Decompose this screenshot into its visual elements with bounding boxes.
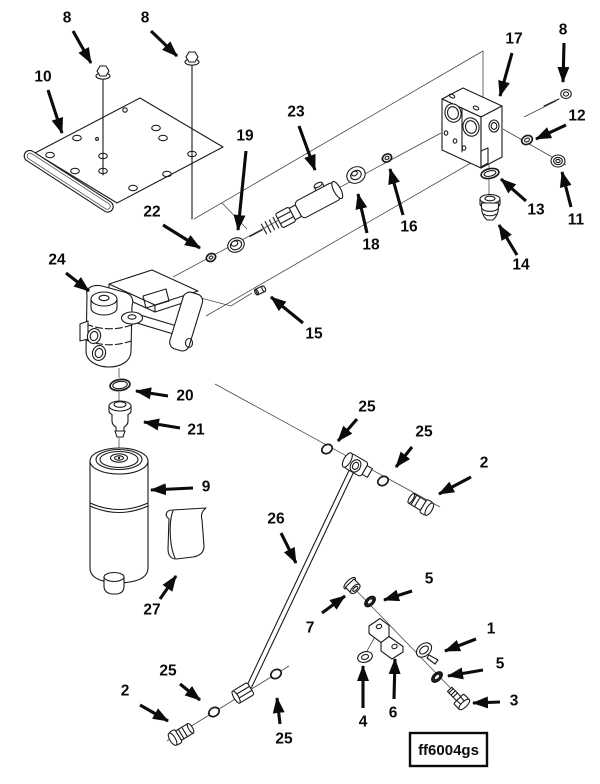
callout-label-1: 1 (486, 620, 496, 638)
callout-label-4: 4 (358, 713, 368, 731)
callout-label-15: 15 (305, 325, 323, 343)
clamp-1 (414, 640, 438, 664)
callout-label-13: 13 (527, 201, 545, 219)
fitting-14 (480, 195, 500, 221)
callout-arrow-5 (448, 670, 483, 676)
callout-arrow-11 (562, 172, 571, 207)
callout-label-17: 17 (505, 30, 523, 48)
figure-id: ff6004gs (418, 742, 479, 759)
callout-label-2: 2 (479, 454, 489, 472)
fuel-filter-9 (90, 448, 148, 594)
callout-arrow-22 (163, 225, 200, 248)
callout-label-8: 8 (558, 21, 568, 39)
o-ring-25c (207, 705, 221, 718)
callout-arrow-17 (500, 53, 512, 96)
callout-label-20: 20 (176, 387, 194, 405)
callout-arrow-8 (563, 43, 564, 82)
callout-arrow-21 (144, 422, 180, 428)
callout-arrow-2 (439, 477, 471, 494)
callout-arrow-16 (390, 169, 403, 215)
misc-line (222, 203, 247, 229)
callout-label-12: 12 (568, 107, 586, 125)
callout-label-25: 25 (275, 730, 293, 748)
o-ring-12 (520, 134, 534, 146)
figure-id-box (410, 733, 487, 766)
filter-head (80, 270, 204, 367)
callout-label-26: 26 (267, 510, 285, 528)
callout-label-7: 7 (305, 619, 315, 637)
callout-arrow-23 (299, 126, 315, 170)
callout-label-16: 16 (400, 218, 418, 236)
callout-label-25: 25 (358, 398, 376, 416)
mounting-panel-outline (194, 51, 483, 316)
callout-arrow-2 (140, 705, 168, 721)
washer-4 (356, 650, 373, 665)
banjo-bolt-2a (406, 491, 436, 517)
callout-label-2: 2 (120, 682, 130, 700)
callout-label-14: 14 (512, 256, 530, 274)
callout-arrow-19 (238, 151, 246, 230)
block-bolt-8c (544, 89, 571, 106)
callout-arrow-10 (48, 90, 62, 133)
callout-arrow-13 (501, 179, 526, 201)
callout-arrow-26 (281, 533, 296, 563)
callout-label-25: 25 (415, 423, 433, 441)
callout-label-8: 8 (62, 9, 72, 27)
callout-arrow-20 (136, 391, 168, 396)
callout-arrow-25 (180, 684, 200, 700)
washer-19 (225, 235, 246, 255)
callout-arrow-8 (151, 31, 177, 56)
callout-arrow-24 (66, 273, 89, 291)
callout-label-25: 25 (159, 662, 177, 680)
callout-arrow-25 (277, 698, 280, 724)
callout-arrow-9 (151, 488, 193, 490)
plug-11 (551, 155, 565, 167)
o-ring-20 (109, 378, 130, 392)
callout-arrow-25 (396, 447, 412, 467)
callout-arrow-25 (338, 419, 357, 441)
o-ring-25b (376, 474, 390, 487)
callout-arrow-14 (499, 225, 517, 255)
callout-label-10: 10 (34, 68, 52, 86)
callout-label-23: 23 (287, 103, 305, 121)
callout-label-3: 3 (509, 692, 519, 710)
callout-arrow-5 (384, 591, 412, 600)
callout-arrow-3 (473, 702, 500, 703)
callout-label-5: 5 (495, 655, 505, 673)
callout-label-8: 8 (140, 9, 150, 27)
callout-label-5: 5 (424, 570, 434, 588)
callout-arrow-8 (73, 31, 91, 63)
callout-label-21: 21 (187, 421, 205, 439)
washer-5b (430, 670, 445, 685)
callout-label-22: 22 (143, 203, 161, 221)
o-ring-22 (205, 252, 217, 263)
check-valve-23 (243, 175, 345, 245)
callout-label-11: 11 (567, 211, 585, 229)
o-ring-13 (480, 167, 500, 180)
callout-label-18: 18 (362, 236, 380, 254)
callout-label-27: 27 (143, 601, 161, 619)
o-ring-25a (320, 442, 334, 455)
o-ring-25d (269, 667, 283, 680)
bolt-3 (445, 685, 472, 712)
mounting-plate (22, 98, 223, 214)
fitting-21 (109, 401, 131, 437)
washer-5a (363, 594, 378, 609)
nut-7 (342, 576, 363, 596)
fuel-tube-26 (247, 471, 354, 688)
callout-label-9: 9 (201, 478, 211, 496)
banjo-bolt-2b (166, 721, 196, 747)
callout-arrow-6 (394, 659, 395, 699)
callout-arrow-15 (271, 297, 303, 323)
o-ring-16 (381, 152, 393, 163)
callout-arrow-27 (160, 576, 176, 599)
plug-leader-line (197, 293, 252, 306)
shield-27 (166, 508, 206, 559)
callout-arrow-12 (536, 125, 566, 139)
tube-end-fitting (231, 682, 255, 704)
callout-arrow-7 (322, 596, 345, 613)
bolt-axis-line (524, 101, 556, 117)
fuel-header-block (442, 88, 502, 168)
callout-label-24: 24 (48, 251, 66, 269)
callout-label-6: 6 (388, 704, 398, 722)
callout-label-19: 19 (236, 127, 254, 145)
callout-arrow-1 (445, 639, 476, 651)
